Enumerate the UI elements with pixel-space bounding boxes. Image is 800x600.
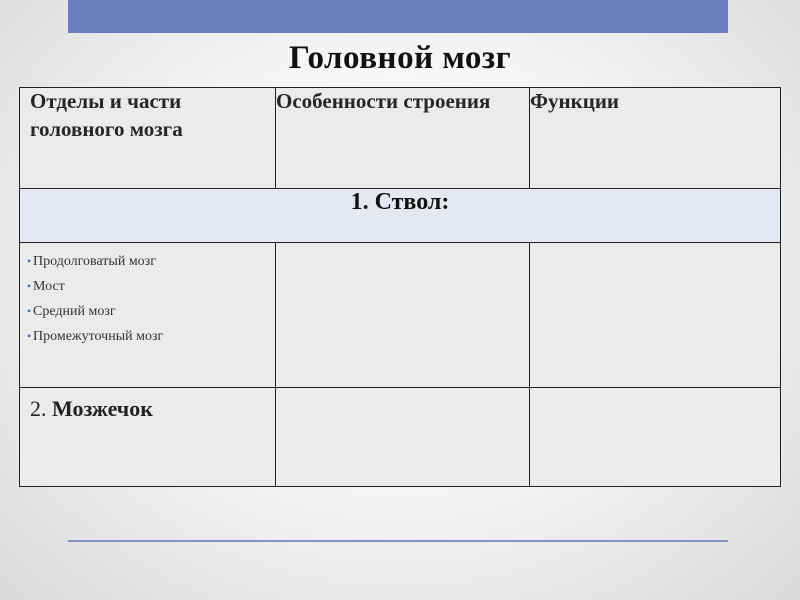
table-row-stem-parts bbox=[20, 243, 781, 388]
list-item-label: Мост bbox=[33, 279, 65, 294]
bullet-icon: • bbox=[27, 279, 32, 293]
stem-parts-cell bbox=[20, 243, 276, 388]
list-item bbox=[28, 324, 275, 349]
list-item-label: Промежуточный мозг bbox=[33, 329, 164, 344]
header-structure: Особенности строения bbox=[276, 88, 530, 189]
bullet-icon: • bbox=[27, 304, 32, 318]
bottom-divider bbox=[68, 540, 728, 542]
cerebellum-functions-cell bbox=[530, 388, 781, 487]
stem-parts-list bbox=[20, 243, 275, 349]
stem-functions-cell bbox=[530, 243, 781, 388]
section-row-stem bbox=[20, 189, 781, 243]
cerebellum-number: 2. bbox=[30, 396, 47, 421]
list-item bbox=[28, 249, 275, 274]
table-header-row bbox=[20, 88, 781, 189]
header-divisions: Отделы и части головного мозга bbox=[20, 88, 276, 189]
stem-structure-cell bbox=[276, 243, 530, 388]
cerebellum-structure-cell bbox=[276, 388, 530, 487]
cerebellum-cell bbox=[20, 388, 276, 487]
list-item bbox=[28, 274, 275, 299]
bullet-icon: • bbox=[27, 329, 32, 343]
header-functions: Функции bbox=[530, 88, 781, 189]
list-item bbox=[28, 299, 275, 324]
list-item-label: Продолговатый мозг bbox=[33, 254, 156, 269]
cerebellum-label: Мозжечок bbox=[52, 396, 153, 421]
brain-table bbox=[19, 87, 781, 487]
top-accent-bar bbox=[68, 0, 728, 33]
section-stem-label: 1. Ствол: bbox=[20, 189, 781, 243]
list-item-label: Средний мозг bbox=[33, 304, 116, 319]
slide-title: Головной мозг bbox=[288, 40, 512, 76]
bullet-icon: • bbox=[27, 254, 32, 268]
table-row-cerebellum bbox=[20, 388, 781, 487]
